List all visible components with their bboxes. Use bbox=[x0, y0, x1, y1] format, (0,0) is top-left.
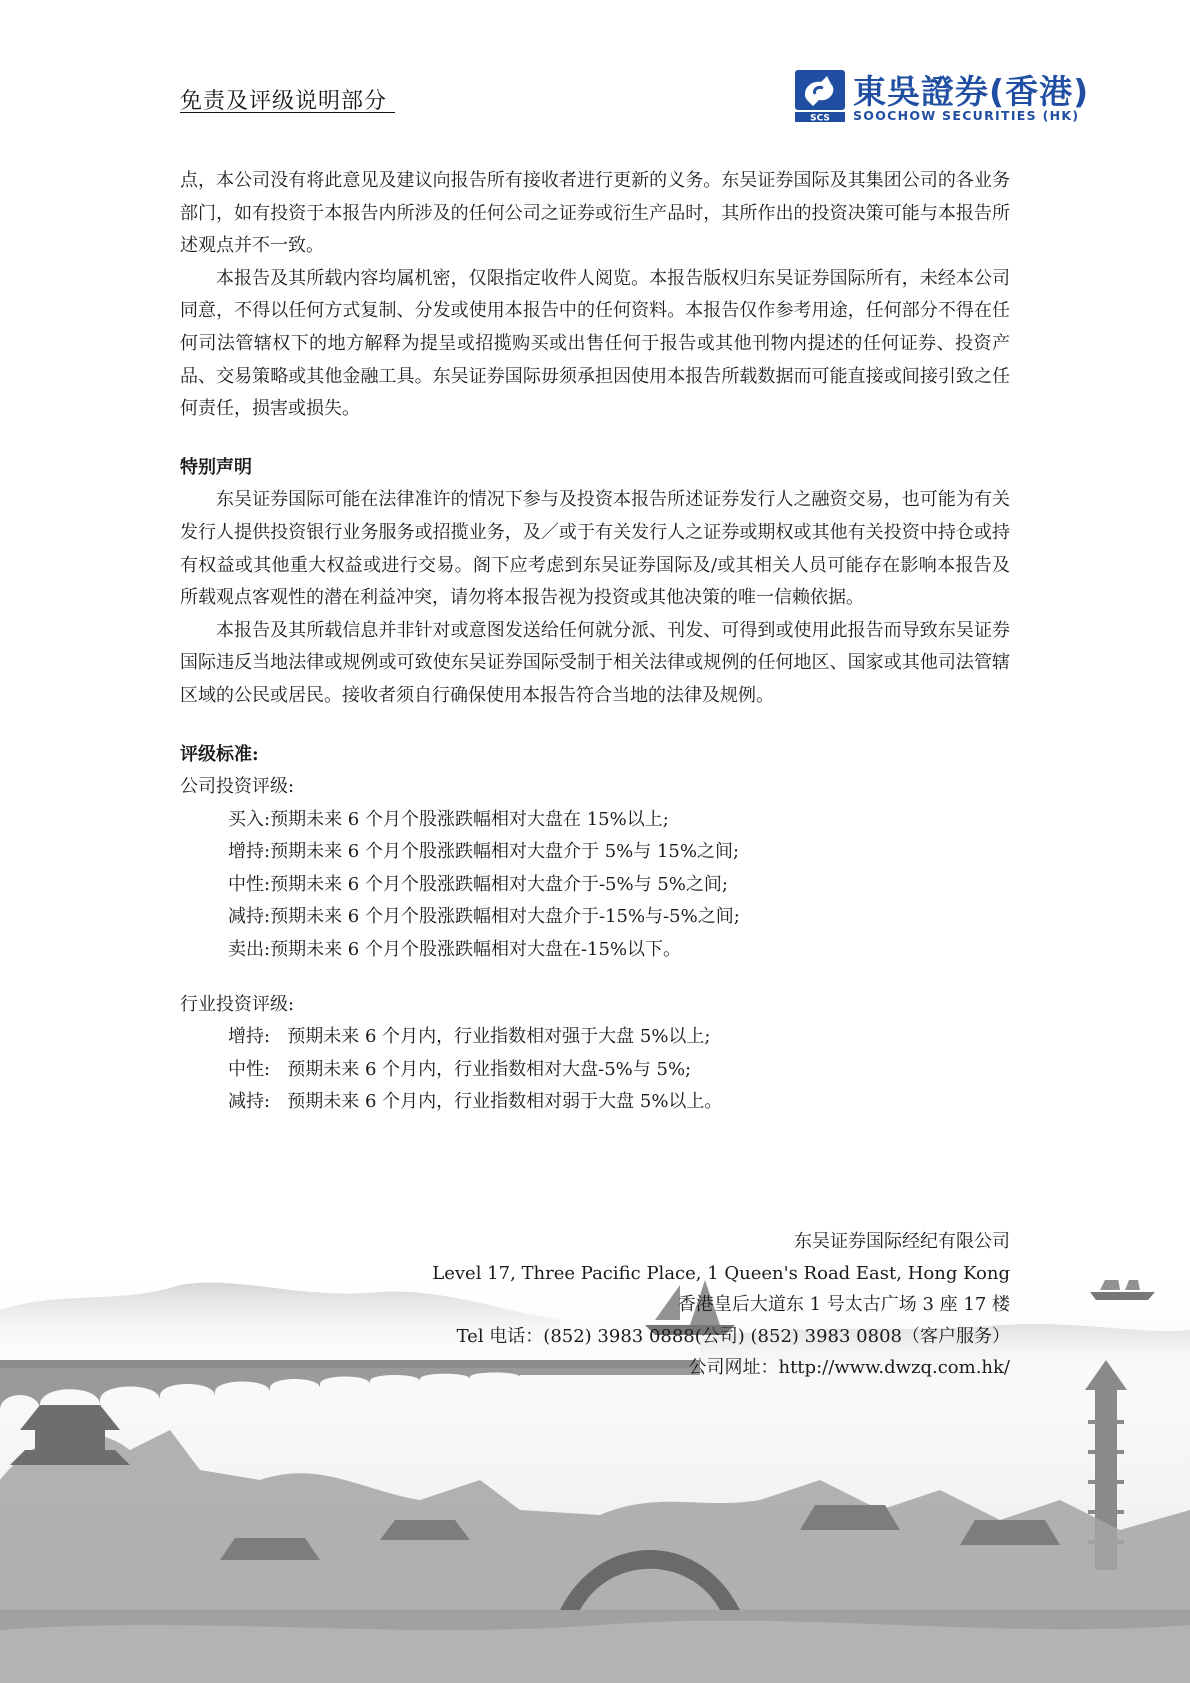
section-title-special: 特别声明 bbox=[180, 456, 252, 478]
rating-desc: 预期未来 6 个月内，行业指数相对强于大盘 5%以上; bbox=[287, 1026, 711, 1048]
rating-desc: 预期未来 6 个月个股涨跌幅相对大盘介于-5%与 5%之间; bbox=[270, 873, 728, 895]
rating-label: 中性: bbox=[228, 1058, 271, 1080]
rating-desc: 预期未来 6 个月个股涨跌幅相对大盘介于-15%与-5%之间; bbox=[270, 906, 740, 928]
disclaimer-body bbox=[180, 165, 1010, 1119]
rating-row bbox=[180, 1021, 1010, 1054]
rating-label: 增持: bbox=[228, 841, 271, 863]
industry-rating-title: 行业投资评级: bbox=[180, 993, 295, 1015]
company-contact-block bbox=[432, 1226, 1010, 1384]
paragraph: 本报告及其所载内容均属机密，仅限指定收件人阅览。本报告版权归东吴证券国际所有，未经本公司同意，不得以任何方式复制、分发或使用本报告中的任何资料。本报告仅作参考用途，任何部分不得在任何司法管辖权下的地方解释为提呈或招揽购买或出售任何于报告或其他刊物内提述的任何证券、投资产品、交易策略或其他金融工具。东吴证券国际毋须承担因使用本报告所载数据而可能直接或间接引致之任何责任，损害或损失。 bbox=[180, 267, 1010, 420]
rating-label: 买入: bbox=[228, 808, 271, 830]
title-underline bbox=[180, 112, 395, 113]
company-rating-title: 公司投资评级: bbox=[180, 776, 295, 798]
rating-label: 中性: bbox=[228, 873, 271, 895]
rating-row bbox=[180, 1086, 1010, 1119]
address-cn: 香港皇后大道东 1 号太古广场 3 座 17 楼 bbox=[677, 1294, 1010, 1315]
paragraph: 东吴证券国际可能在法律准许的情况下参与及投资本报告所述证券发行人之融资交易，也可能为有关发行人提供投资银行业务服务或招揽业务，及／或于有关发行人之证券或期权或其他有关投资中持仓或持有权益或其他重大权益或进行交易。阁下应考虑到东吴证券国际及/或其相关人员可能存在影响本报告及所载观点客观性的潜在利益冲突，请勿将本报告视为投资或其他决策的唯一信赖依据。 bbox=[180, 489, 1010, 609]
paragraph: 本报告及其所载信息并非针对或意图发送给任何就分派、刊发、可得到或使用此报告而导致东吴证券国际违反当地法律或规例或可致使东吴证券国际受制于相关法律或规例的任何地区、国家或其他司法管辖区域的公民或居民。接收者须自行确保使用本报告符合当地的法律及规例。 bbox=[180, 619, 1010, 706]
rating-label: 卖出: bbox=[228, 939, 271, 961]
rating-desc: 预期未来 6 个月个股涨跌幅相对大盘介于 5%与 15%之间; bbox=[270, 841, 740, 863]
scs-logo-icon bbox=[795, 70, 845, 122]
website-link[interactable]: 公司网址：http://www.dwzq.com.hk/ bbox=[688, 1357, 1010, 1378]
section-title-ratings: 评级标准: bbox=[180, 743, 259, 765]
spacer bbox=[180, 967, 1010, 989]
address-en: Level 17, Three Pacific Place, 1 Queen's Road East, Hong Kong bbox=[432, 1262, 1010, 1284]
rating-desc: 预期未来 6 个月内，行业指数相对弱于大盘 5%以上。 bbox=[287, 1091, 723, 1113]
rating-label: 增持: bbox=[228, 1026, 271, 1048]
rating-row bbox=[180, 901, 1010, 934]
rating-row bbox=[180, 1054, 1010, 1087]
company-name: 东吴证券国际经纪有限公司 bbox=[794, 1231, 1010, 1252]
spacer bbox=[180, 426, 1010, 452]
rating-row bbox=[180, 836, 1010, 869]
logo-abbr: SCS bbox=[810, 113, 830, 122]
rating-row bbox=[180, 934, 1010, 967]
telephone: Tel 电话：(852) 3983 0888(公司) (852) 3983 0808（客户服务） bbox=[456, 1325, 1010, 1347]
rating-row bbox=[180, 869, 1010, 902]
logo-name-en: SOOCHOW SECURITIES (HK) bbox=[853, 108, 1080, 123]
spacer bbox=[180, 713, 1010, 739]
rating-desc: 预期未来 6 个月个股涨跌幅相对大盘在-15%以下。 bbox=[270, 939, 682, 961]
rating-label: 减持: bbox=[228, 1091, 271, 1113]
rating-desc: 预期未来 6 个月内，行业指数相对大盘-5%与 5%; bbox=[287, 1058, 692, 1080]
company-logo bbox=[795, 68, 1100, 124]
rating-row bbox=[180, 804, 1010, 837]
rating-desc: 预期未来 6 个月个股涨跌幅相对大盘在 15%以上; bbox=[270, 808, 669, 830]
paragraph: 点，本公司没有将此意见及建议向报告所有接收者进行更新的义务。东吴证券国际及其集团公司的各业务部门，如有投资于本报告内所涉及的任何公司之证券或衍生产品时，其所作出的投资决策可能与本报告所述观点并不一致。 bbox=[180, 170, 1010, 257]
page-title: 免责及评级说明部分 bbox=[180, 89, 388, 114]
logo-name-cn: 東吳證券(香港) bbox=[853, 72, 1090, 111]
rating-label: 减持: bbox=[228, 906, 271, 928]
